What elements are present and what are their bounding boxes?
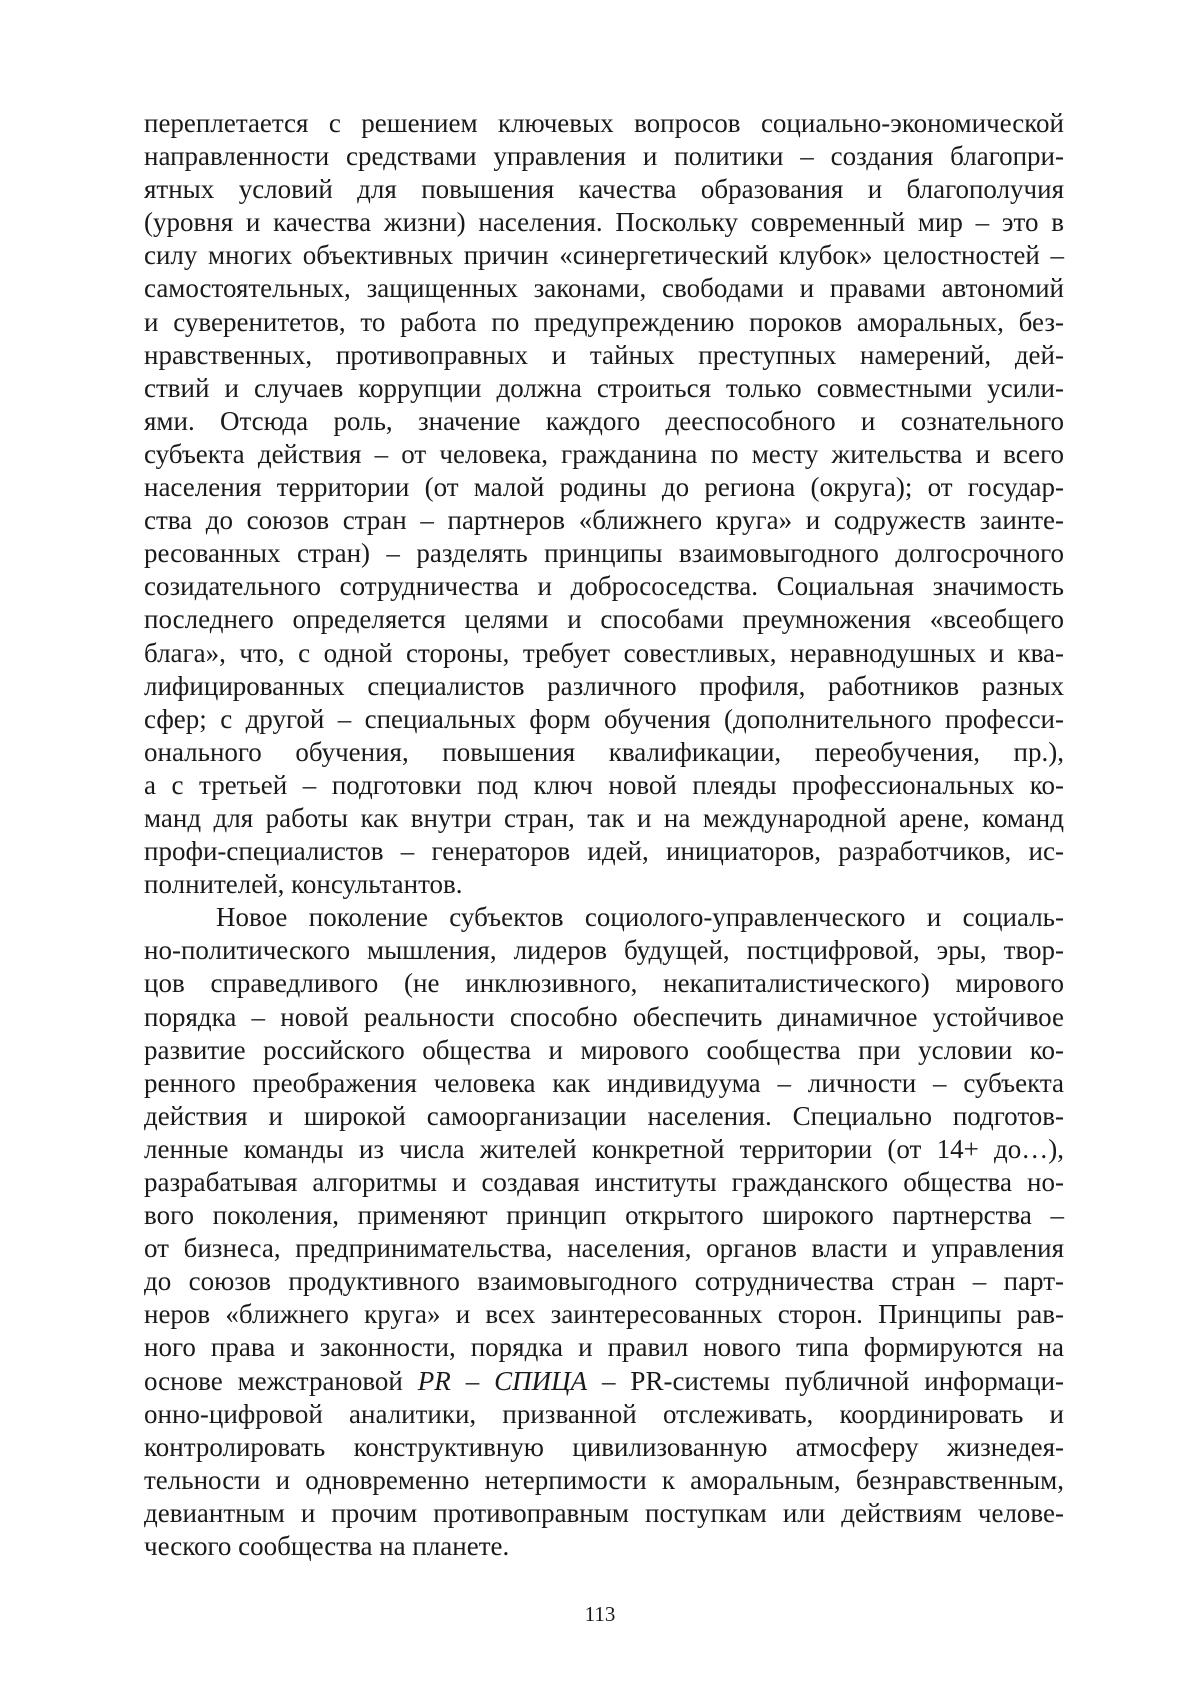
text-line: цов справедливого (не инклюзивного, некапиталистического) мирового bbox=[144, 968, 1064, 999]
text-line: разрабатывая алгоритмы и создавая институты гражданского общества но- bbox=[144, 1167, 1064, 1197]
text-line: онно-цифровой аналитики, призванной отслеживать, координировать и bbox=[144, 1398, 1064, 1429]
text-line: населения территории (от малой родины до региона (округа); от государ- bbox=[144, 472, 1064, 503]
text-line: ренного преображения человека как индивидуума – личности – субъекта bbox=[144, 1067, 1064, 1098]
text-line: направленности средствами управления и политики – создания благопри- bbox=[144, 141, 1064, 172]
text-line: ресованных стран) – разделять принципы взаимовыгодного долгосрочного bbox=[144, 538, 1064, 569]
text-segment: – PR-системы публичной информаци- bbox=[587, 1365, 1065, 1396]
text-line: девиантным и прочим противоправным поступкам или действиям челове- bbox=[144, 1497, 1064, 1528]
text-line: тельности и одновременно нетерпимости к аморальным, безнравственным, bbox=[144, 1464, 1064, 1495]
text-line-with-italic bbox=[144, 1365, 1064, 1398]
text-line: но-политического мышления, лидеров будущей, постцифровой, эры, твор- bbox=[144, 935, 1064, 966]
text-line: ного права и законности, порядка и правил нового типа формируются на bbox=[144, 1332, 1064, 1363]
text-line: ленные команды из числа жителей конкретной территории (от 14+ до…), bbox=[144, 1133, 1064, 1164]
text-line: переплетается с решением ключевых вопросов социально-экономической bbox=[144, 108, 1064, 138]
text-line: (уровня и качества жизни) населения. Поскольку современный мир – это в bbox=[144, 207, 1064, 238]
body-text bbox=[144, 107, 1064, 1563]
italic-term: PR – СПИЦА bbox=[417, 1365, 588, 1396]
text-line: неров «ближнего круга» и всех заинтересованных сторон. Принципы рав- bbox=[144, 1299, 1064, 1330]
text-line: от бизнеса, предпринимательства, населения, органов власти и управления bbox=[144, 1233, 1064, 1264]
text-line: ятных условий для повышения качества образования и благополучия bbox=[144, 174, 1064, 205]
text-line: контролировать конструктивную цивилизованную атмосферу жизнедея- bbox=[144, 1431, 1064, 1462]
text-line: самостоятельных, защищенных законами, свободами и правами автономий bbox=[144, 273, 1064, 304]
text-line: и суверенитетов, то работа по предупреждению пороков аморальных, без- bbox=[144, 306, 1064, 337]
text-line: Новое поколение субъектов социолого-управленческого и социаль- bbox=[216, 902, 1064, 933]
text-line: а с третьей – подготовки под ключ новой плеяды профессиональных ко- bbox=[144, 769, 1064, 800]
text-line: профи-специалистов – генераторов идей, инициаторов, разработчиков, ис- bbox=[144, 836, 1064, 867]
text-line: созидательного сотрудничества и добрососедства. Социальная значимость bbox=[144, 571, 1064, 602]
text-line: ствий и случаев коррупции должна строиться только совместными усили- bbox=[144, 372, 1064, 403]
text-line: ческого сообщества на планете. bbox=[144, 1531, 510, 1562]
text-line: лифицированных специалистов различного профиля, работников разных bbox=[144, 670, 1064, 701]
text-line: онального обучения, повышения квалификации, переобучения, пр.), bbox=[144, 736, 1064, 767]
text-line: манд для работы как внутри стран, так и на международной арене, команд bbox=[144, 802, 1064, 833]
text-line: до союзов продуктивного взаимовыгодного сотрудничества стран – парт- bbox=[144, 1266, 1064, 1297]
text-line: силу многих объективных причин «синергетический клубок» целостностей – bbox=[144, 240, 1064, 271]
text-segment: основе межстрановой bbox=[144, 1365, 418, 1396]
text-line: полнителей, консультантов. bbox=[144, 869, 463, 900]
paragraph-2 bbox=[144, 901, 1064, 1563]
text-line: ями. Отсюда роль, значение каждого дееспособного и сознательного bbox=[144, 405, 1064, 436]
text-line: нравственных, противоправных и тайных преступных намерений, дей- bbox=[144, 339, 1064, 370]
text-line: развитие российского общества и мирового сообщества при условии ко- bbox=[144, 1034, 1064, 1065]
paragraph-1 bbox=[144, 107, 1064, 901]
text-line: блага», что, с одной стороны, требует совестливых, неравнодушных и ква- bbox=[144, 637, 1064, 668]
text-line: сфер; с другой – специальных форм обучения (дополнительного професси- bbox=[144, 703, 1064, 734]
text-line: порядка – новой реальности способно обеспечить динамичное устойчивое bbox=[144, 1001, 1064, 1032]
text-line: ства до союзов стран – партнеров «ближнего круга» и содружеств заинте- bbox=[144, 505, 1064, 536]
text-line: вого поколения, применяют принцип открытого широкого партнерства – bbox=[144, 1200, 1064, 1231]
text-line: действия и широкой самоорганизации населения. Специально подготов- bbox=[144, 1100, 1064, 1131]
text-line: последнего определяется целями и способами преумножения «всеобщего bbox=[144, 604, 1064, 635]
page-number: 113 bbox=[584, 1602, 616, 1626]
text-line: субъекта действия – от человека, гражданина по месту жительства и всего bbox=[144, 438, 1064, 469]
